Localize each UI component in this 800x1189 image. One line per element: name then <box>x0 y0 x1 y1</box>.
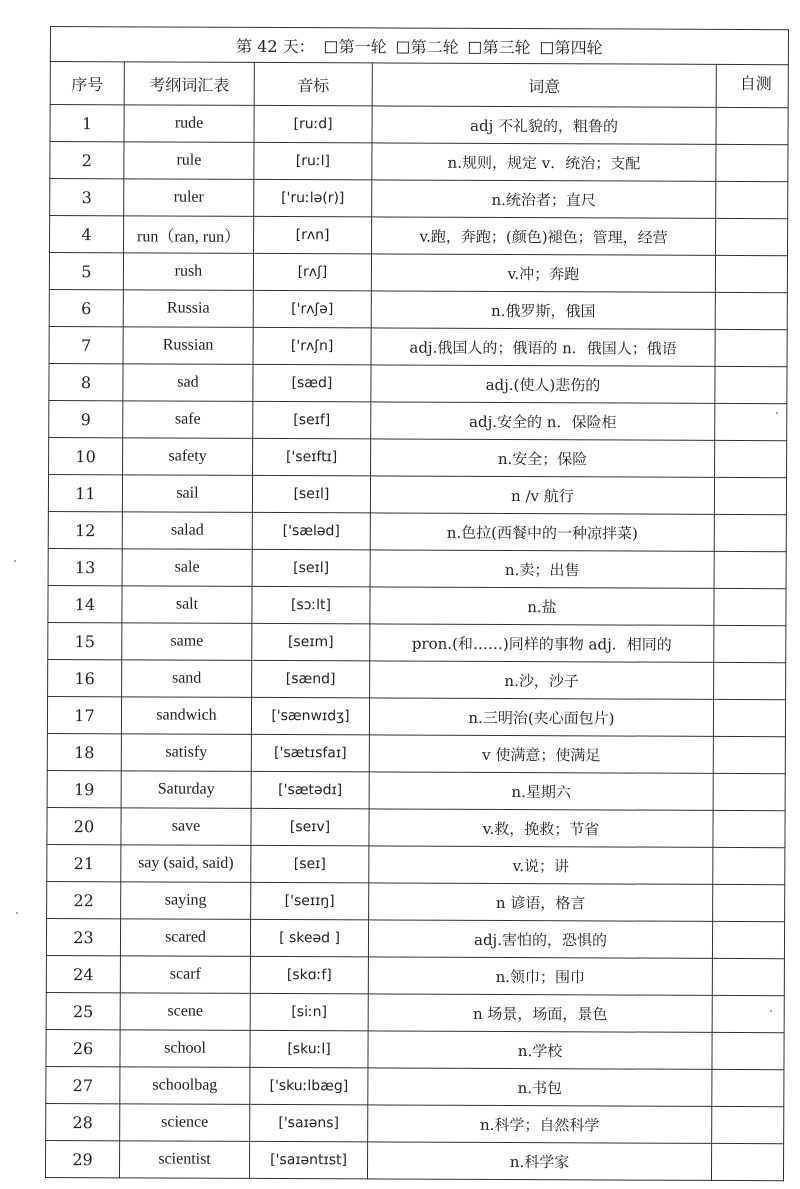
row-meaning: n.书包 <box>368 1068 712 1107</box>
vocab-row <box>46 955 784 995</box>
row-meaning: v.冲；奔跑 <box>371 254 715 293</box>
row-ipa: [rʌʃ] <box>253 253 371 291</box>
col-header-index: 序号 <box>50 62 124 105</box>
row-meaning: n.领巾；围巾 <box>368 957 712 996</box>
row-meaning: n.三明治(夹心面包片) <box>369 698 713 737</box>
row-index: 24 <box>46 955 120 992</box>
vocab-row <box>46 918 784 958</box>
row-ipa: [sæd] <box>253 364 371 402</box>
vocab-row <box>45 1140 783 1180</box>
row-meaning: n.盐 <box>370 587 714 626</box>
row-index: 4 <box>50 216 124 253</box>
row-word: run（ran, run） <box>124 216 254 254</box>
round-2-checkbox[interactable] <box>397 41 409 53</box>
row-ipa: [siːn] <box>250 993 368 1031</box>
vocab-row <box>49 326 787 366</box>
row-self-test-cell[interactable] <box>712 995 784 1032</box>
vocab-row <box>46 992 784 1032</box>
row-index: 1 <box>50 105 124 142</box>
col-header-self-test: 自测 <box>716 64 788 107</box>
vocab-row <box>49 400 787 440</box>
vocab-row <box>48 548 786 588</box>
vocabulary-sheet <box>50 26 788 1169</box>
round-4-checkbox[interactable] <box>541 42 553 54</box>
row-word: ruler <box>124 179 254 217</box>
row-ipa: [seɪm] <box>252 623 370 661</box>
row-index: 18 <box>47 733 121 770</box>
column-header-row <box>50 62 788 108</box>
row-word: school <box>120 1030 250 1068</box>
row-self-test-cell[interactable] <box>715 440 787 477</box>
row-ipa: [seɪl] <box>252 475 370 513</box>
vocab-row <box>47 733 785 773</box>
row-word: sandwich <box>121 697 251 735</box>
row-word: Russian <box>123 327 253 365</box>
row-meaning: n /v 航行 <box>370 476 714 515</box>
row-index: 25 <box>46 992 120 1029</box>
row-ipa: [seɪv] <box>251 808 369 846</box>
row-index: 20 <box>47 807 121 844</box>
row-ipa: ['sænwɪdʒ] <box>251 697 369 735</box>
row-word: Saturday <box>121 771 251 809</box>
row-word: save <box>121 808 251 846</box>
vocab-row <box>47 696 785 736</box>
row-ipa: ['rʌʃə] <box>253 290 371 328</box>
round-2-label: 第二轮 <box>410 37 459 57</box>
row-self-test-cell[interactable] <box>712 1106 784 1143</box>
row-index: 12 <box>48 511 122 548</box>
vocab-row <box>49 437 787 477</box>
vocab-row <box>48 585 786 625</box>
row-index: 26 <box>46 1029 120 1066</box>
row-word: sad <box>123 364 253 402</box>
row-meaning: n.俄罗斯，俄国 <box>371 291 715 330</box>
row-meaning: n.安全；保险 <box>371 439 715 478</box>
row-ipa: ['sætədɪ] <box>251 771 369 809</box>
col-header-ipa: 音标 <box>254 62 372 106</box>
row-self-test-cell[interactable] <box>714 551 786 588</box>
scan-speck <box>770 1010 772 1012</box>
day-label: 第 42 天： <box>236 36 315 56</box>
row-index: 29 <box>45 1140 119 1177</box>
row-ipa: [skɑːf] <box>250 956 368 994</box>
round-3-label: 第三轮 <box>482 37 531 57</box>
row-word: science <box>120 1104 250 1142</box>
row-meaning: pron.(和……)同样的事物 adj．相同的 <box>370 624 714 663</box>
row-meaning: adj.俄国人的；俄语的 n．俄国人；俄语 <box>371 328 715 367</box>
row-ipa: [ruːl] <box>254 142 372 180</box>
scan-speck <box>16 912 18 914</box>
vocab-row <box>49 253 787 293</box>
row-index: 17 <box>47 696 121 733</box>
row-self-test-cell[interactable] <box>715 366 787 403</box>
vocab-row <box>46 1066 784 1106</box>
row-index: 7 <box>49 326 123 363</box>
row-self-test-cell[interactable] <box>713 699 785 736</box>
row-index: 14 <box>48 585 122 622</box>
row-ipa: ['ruːlə(r)] <box>254 179 372 217</box>
row-meaning: n.卖；出售 <box>370 550 714 589</box>
row-index: 21 <box>47 844 121 881</box>
row-index: 19 <box>47 770 121 807</box>
row-index: 3 <box>50 179 124 216</box>
vocab-row <box>48 659 786 699</box>
row-word: sand <box>122 660 252 698</box>
vocab-row <box>50 179 788 219</box>
row-self-test-cell[interactable] <box>714 514 786 551</box>
vocab-row <box>48 474 786 514</box>
row-index: 15 <box>48 622 122 659</box>
row-self-test-cell[interactable] <box>713 810 785 847</box>
row-word: same <box>122 623 252 661</box>
row-self-test-cell[interactable] <box>713 736 785 773</box>
row-word: scientist <box>119 1141 249 1179</box>
row-index: 28 <box>46 1103 120 1140</box>
row-meaning: n.统治者；直尺 <box>372 180 716 219</box>
row-ipa: [sɔːlt] <box>252 586 370 624</box>
row-meaning: n.规则，规定 v．统治；支配 <box>372 143 716 182</box>
row-self-test-cell[interactable] <box>712 1032 784 1069</box>
row-self-test-cell[interactable] <box>715 255 787 292</box>
row-ipa: [seɪf] <box>253 401 371 439</box>
row-self-test-cell[interactable] <box>714 588 786 625</box>
row-ipa: ['sætɪsfaɪ] <box>251 734 369 772</box>
row-meaning: n.学校 <box>368 1031 712 1070</box>
row-self-test-cell[interactable] <box>713 884 785 921</box>
row-self-test-cell[interactable] <box>716 107 788 144</box>
row-meaning: n.色拉(西餐中的一种凉拌菜) <box>370 513 714 552</box>
row-index: 13 <box>48 548 122 585</box>
row-ipa: ['seɪftɪ] <box>253 438 371 476</box>
row-ipa: ['seɪɪŋ] <box>251 882 369 920</box>
row-self-test-cell[interactable] <box>714 625 786 662</box>
vocab-row <box>49 363 787 403</box>
row-self-test-cell[interactable] <box>713 773 785 810</box>
row-word: Russia <box>123 290 253 328</box>
row-index: 10 <box>49 437 123 474</box>
row-word: safe <box>123 401 253 439</box>
vocab-row <box>50 105 788 145</box>
row-word: satisfy <box>121 734 251 772</box>
row-ipa: ['sæləd] <box>252 512 370 550</box>
row-meaning: n 谚语，格言 <box>369 883 713 922</box>
row-index: 16 <box>48 659 122 696</box>
row-meaning: n.沙，沙子 <box>370 661 714 700</box>
row-word: salt <box>122 586 252 624</box>
row-self-test-cell[interactable] <box>716 218 788 255</box>
row-word: salad <box>122 512 252 550</box>
row-index: 23 <box>46 918 120 955</box>
row-index: 6 <box>49 289 123 326</box>
row-ipa: ['rʌʃn] <box>253 327 371 365</box>
row-word: rush <box>123 253 253 291</box>
row-word: rude <box>124 105 254 143</box>
row-word: saying <box>121 882 251 920</box>
row-ipa: [seɪ] <box>251 845 369 883</box>
vocab-row <box>50 142 788 182</box>
row-self-test-cell[interactable] <box>714 477 786 514</box>
vocab-row <box>47 807 785 847</box>
row-self-test-cell[interactable] <box>715 403 787 440</box>
row-self-test-cell[interactable] <box>715 292 787 329</box>
vocab-row <box>48 511 786 551</box>
vocab-row <box>46 1029 784 1069</box>
row-index: 2 <box>50 142 124 179</box>
vocab-row <box>46 1103 784 1143</box>
vocab-row <box>49 289 787 329</box>
row-index: 5 <box>49 253 123 290</box>
vocabulary-table <box>45 26 789 1181</box>
row-word: scared <box>120 919 250 957</box>
day-header <box>50 27 788 65</box>
row-meaning: v.说；讲 <box>369 846 713 885</box>
row-word: sail <box>122 475 252 513</box>
row-index: 11 <box>48 474 122 511</box>
row-word: sale <box>122 549 252 587</box>
vocab-row <box>47 770 785 810</box>
row-self-test-cell[interactable] <box>711 1143 783 1180</box>
row-index: 8 <box>49 363 123 400</box>
row-ipa: ['saɪəns] <box>250 1104 368 1142</box>
vocab-row <box>48 622 786 662</box>
day-header-row <box>50 27 788 65</box>
row-index: 9 <box>49 400 123 437</box>
row-self-test-cell[interactable] <box>714 662 786 699</box>
row-index: 27 <box>46 1066 120 1103</box>
row-ipa: [skuːl] <box>250 1030 368 1068</box>
row-meaning: adj.安全的 n．保险柜 <box>371 402 715 441</box>
vocab-row <box>47 844 785 884</box>
col-header-word: 考纲词汇表 <box>124 62 254 106</box>
row-meaning: n 场景，场面，景色 <box>368 994 712 1033</box>
row-ipa: [rʌn] <box>254 216 372 254</box>
row-meaning: n.星期六 <box>369 772 713 811</box>
row-ipa: ['saɪəntɪst] <box>249 1141 367 1179</box>
row-meaning: adj.(使人)悲伤的 <box>371 365 715 404</box>
row-meaning: adj 不礼貌的，粗鲁的 <box>372 106 716 145</box>
row-word: schoolbag <box>120 1067 250 1105</box>
round-1-label: 第一轮 <box>338 36 387 56</box>
scan-speck <box>14 560 16 562</box>
row-index: 22 <box>47 881 121 918</box>
scan-speck <box>776 412 778 414</box>
row-ipa: [sænd] <box>252 660 370 698</box>
round-3-checkbox[interactable] <box>469 41 481 53</box>
round-1-checkbox[interactable] <box>325 41 337 53</box>
vocab-row <box>50 216 788 256</box>
col-header-meaning: 词意 <box>372 63 716 108</box>
row-ipa: [seɪl] <box>252 549 370 587</box>
row-self-test-cell[interactable] <box>713 847 785 884</box>
row-word: scarf <box>120 956 250 994</box>
row-meaning: adj.害怕的，恐惧的 <box>368 920 712 959</box>
row-meaning: n.科学家 <box>367 1142 711 1181</box>
row-ipa: [ruːd] <box>254 105 372 143</box>
row-word: scene <box>120 993 250 1031</box>
row-self-test-cell[interactable] <box>712 1069 784 1106</box>
row-self-test-cell[interactable] <box>716 144 788 181</box>
row-meaning: v.救，挽救；节省 <box>369 809 713 848</box>
row-word: say (said, said) <box>121 845 251 883</box>
row-self-test-cell[interactable] <box>712 921 784 958</box>
row-meaning: v.跑，奔跑；(颜色)褪色；管理，经营 <box>372 217 716 256</box>
round-4-label: 第四轮 <box>554 37 603 57</box>
row-ipa: ['skuːlbæg] <box>250 1067 368 1105</box>
row-self-test-cell[interactable] <box>715 329 787 366</box>
row-self-test-cell[interactable] <box>716 181 788 218</box>
row-meaning: v 使满意；使满足 <box>369 735 713 774</box>
row-self-test-cell[interactable] <box>712 958 784 995</box>
row-ipa: [ skeəd ] <box>250 919 368 957</box>
row-word: rule <box>124 142 254 180</box>
row-word: safety <box>123 438 253 476</box>
row-meaning: n.科学；自然科学 <box>368 1105 712 1144</box>
vocab-row <box>47 881 785 921</box>
